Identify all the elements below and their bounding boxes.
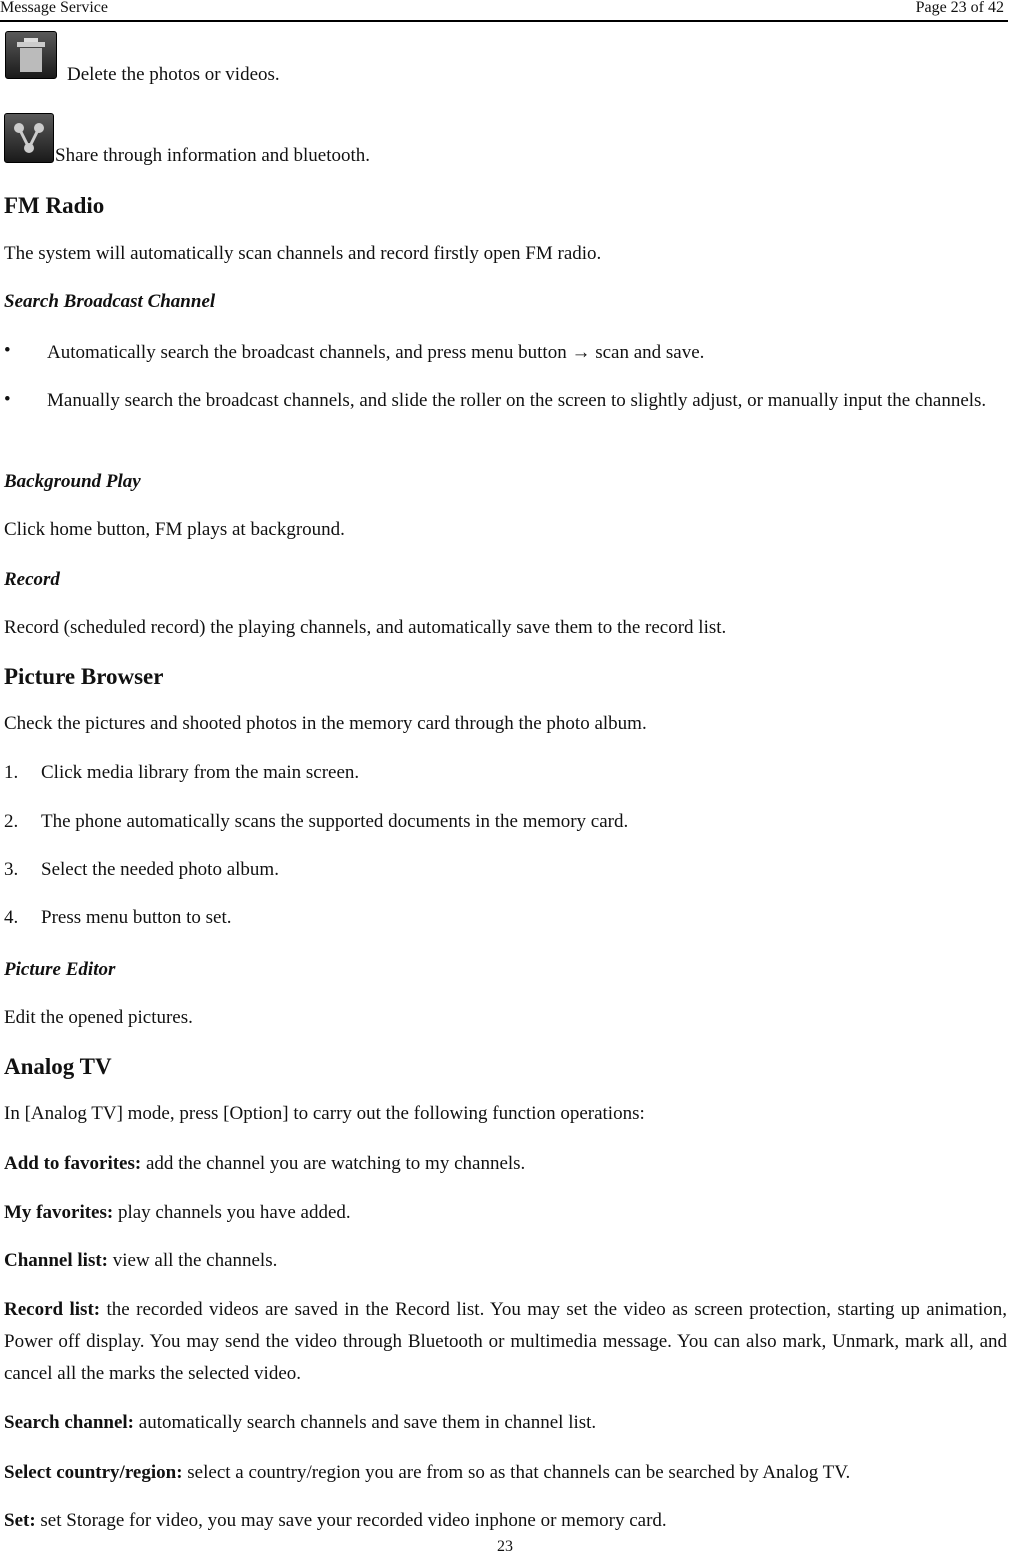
option-desc: automatically search channels and save them in channel list. [134,1412,597,1433]
picture-browser-heading: Picture Browser [4,664,164,689]
analog-tv-intro: In [Analog TV] mode, press [Option] to carry out the following function operations: [4,1103,645,1124]
step-text: Click media library from the main screen. [41,762,360,783]
record-heading: Record [4,569,60,590]
step-number: 2. [4,811,19,832]
step-number: 4. [4,907,19,928]
delete-description: Delete the photos or videos. [67,64,280,85]
bullet-marker: • [4,389,11,410]
share-description: Share through information and bluetooth. [55,145,371,166]
picture-browser-intro: Check the pictures and shooted photos in the memory card through the photo album. [4,713,647,734]
option-term: Set: [4,1510,36,1531]
step-number: 3. [4,859,19,880]
option-desc: view all the channels. [108,1250,278,1271]
analog-tv-heading: Analog TV [4,1054,112,1079]
option-item [4,1148,1007,1180]
option-term: Channel list: [4,1250,108,1271]
search-channel-heading: Search Broadcast Channel [4,291,216,312]
step-number: 1. [4,762,19,783]
background-play-text: Click home button, FM plays at background. [4,519,345,540]
option-desc: add the channel you are watching to my channels. [141,1153,526,1174]
option-term: Select country/region: [4,1462,183,1483]
option-item [4,1457,1007,1489]
bullet-item: Manually search the broadcast channels, and slide the roller on the screen to slightly adjust, or manually input the channels. [47,390,987,411]
page-number: 23 [497,1538,513,1555]
header-page-indicator: Page 23 of 42 [915,0,1004,16]
option-desc: select a country/region you are from so as that channels can be searched by Analog TV. [182,1462,851,1483]
option-item [4,1197,1007,1229]
picture-editor-heading: Picture Editor [4,959,116,980]
option-term: Search channel: [4,1412,135,1433]
option-term: Record list: [4,1299,101,1320]
option-desc: play channels you have added. [113,1202,351,1223]
background-play-heading: Background Play [4,471,141,492]
step-text: Select the needed photo album. [41,859,279,880]
step-text: The phone automatically scans the supported documents in the memory card. [41,811,629,832]
option-term: Add to favorites: [4,1153,142,1174]
page-header [0,0,1008,22]
fm-radio-heading: FM Radio [4,193,105,218]
option-item [4,1407,1007,1439]
bullet-item: Automatically search the broadcast channels, and press menu button → scan and save. [47,342,705,363]
bullet-marker: • [4,340,11,361]
share-icon [4,113,54,163]
option-term: My favorites: [4,1202,114,1223]
option-item [4,1245,1007,1277]
option-item [4,1294,1007,1390]
fm-radio-intro: The system will automatically scan channels and record firstly open FM radio. [4,243,602,264]
option-desc: set Storage for video, you may save your recorded video inphone or memory card. [35,1510,667,1531]
picture-editor-text: Edit the opened pictures. [4,1007,193,1028]
trash-can-icon [5,31,57,79]
step-text: Press menu button to set. [41,907,232,928]
option-item [4,1505,1007,1537]
option-desc: the recorded videos are saved in the Record list. You may set the video as screen protection, starting up animation, Power off display. You may send the video through Bluetooth or multimedia message. You can also mark, Unmark, mark all, and cancel all the marks the selected video. [4,1299,1007,1384]
header-title: Message Service [0,0,108,16]
record-text: Record (scheduled record) the playing channels, and automatically save them to the record list. [4,617,727,638]
